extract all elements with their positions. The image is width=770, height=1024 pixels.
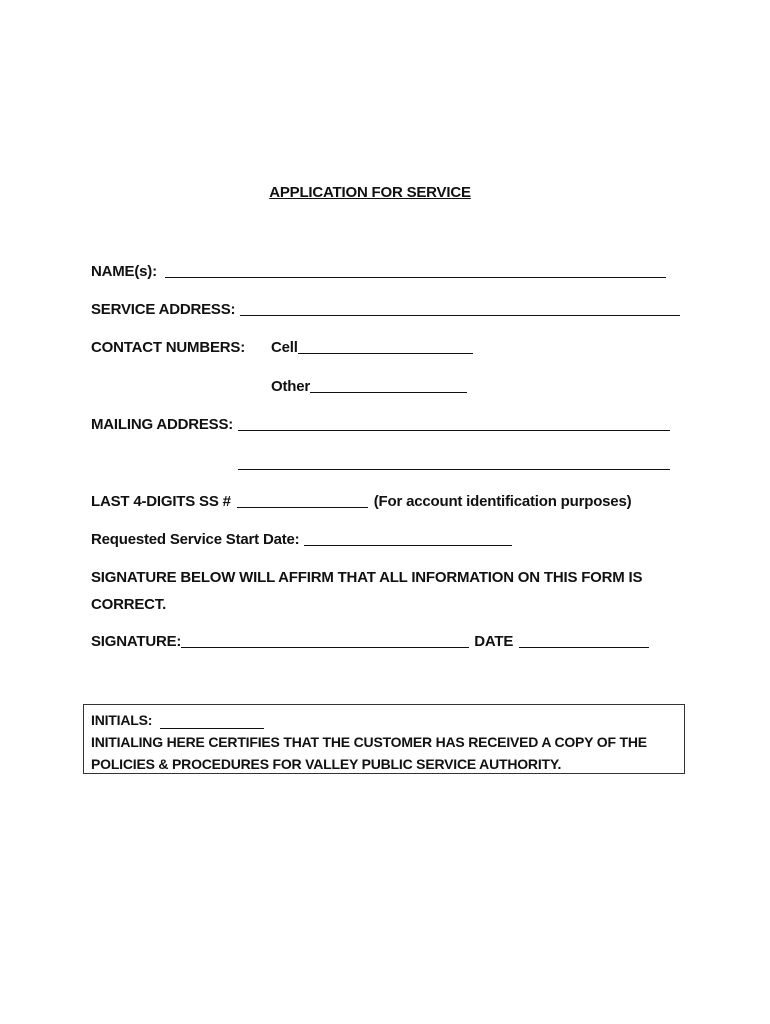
signature-row — [91, 630, 649, 650]
cell-field[interactable] — [298, 339, 473, 354]
initials-notice-line-1: INITIALING HERE CERTIFIES THAT THE CUSTOMER HAS RECEIVED A COPY OF THE — [91, 734, 647, 750]
form-title: APPLICATION FOR SERVICE — [269, 184, 471, 201]
mailing-address-row-2 — [238, 452, 670, 472]
mailing-address-row — [91, 413, 670, 433]
ss-field[interactable] — [237, 493, 368, 508]
mailing-address-field-2[interactable] — [238, 455, 670, 470]
mailing-address-field-1[interactable] — [238, 416, 670, 431]
date-label: DATE — [474, 633, 514, 650]
start-date-row — [91, 528, 512, 548]
ss-label: LAST 4-DIGITS SS # — [91, 493, 231, 510]
contact-numbers-label: CONTACT NUMBERS: — [91, 339, 246, 356]
initials-row — [91, 709, 684, 731]
start-date-field[interactable] — [304, 531, 512, 546]
initials-notice-box — [83, 704, 685, 774]
signature-label: SIGNATURE: — [91, 633, 182, 650]
initials-notice-line-2: POLICIES & PROCEDURES FOR VALLEY PUBLIC SERVICE AUTHORITY. — [91, 756, 562, 772]
signature-field[interactable] — [181, 633, 469, 648]
initials-label: INITIALS: — [91, 712, 153, 728]
ss-note: (For account identification purposes) — [373, 493, 632, 510]
service-address-row — [91, 298, 680, 318]
initials-field[interactable] — [160, 714, 264, 729]
date-field[interactable] — [519, 633, 649, 648]
other-number-row — [271, 375, 467, 395]
mailing-address-label: MAILING ADDRESS: — [91, 416, 234, 433]
names-row — [91, 260, 666, 280]
names-label: NAME(s): — [91, 263, 157, 280]
other-label: Other — [271, 378, 311, 395]
names-field[interactable] — [165, 263, 666, 278]
other-number-field[interactable] — [310, 378, 467, 393]
affirm-line-1: SIGNATURE BELOW WILL AFFIRM THAT ALL INFORMATION ON THIS FORM IS — [91, 569, 643, 586]
service-address-field[interactable] — [240, 301, 680, 316]
cell-label: Cell — [271, 339, 298, 356]
service-address-label: SERVICE ADDRESS: — [91, 301, 236, 318]
contact-numbers-row — [91, 336, 473, 356]
affirm-line-2: CORRECT. — [91, 596, 167, 613]
start-date-label: Requested Service Start Date: — [91, 531, 300, 548]
ss-row — [91, 490, 631, 510]
